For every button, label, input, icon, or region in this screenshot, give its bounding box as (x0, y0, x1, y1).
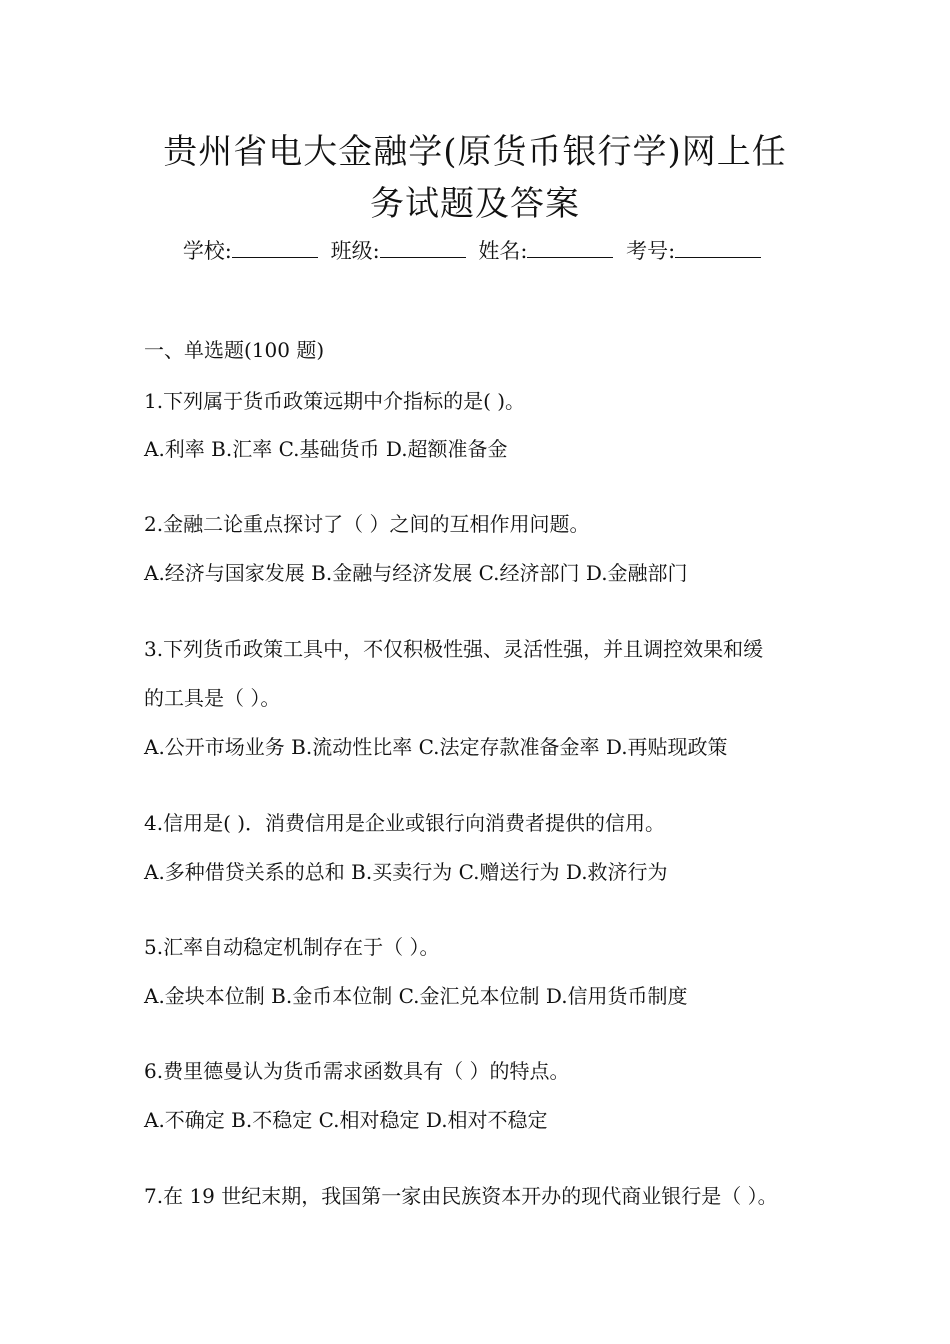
question-6-options: A.不确定 B.不稳定 C.相对稳定 D.相对不稳定 (144, 1108, 548, 1132)
question-2-options: A.经济与国家发展 B.金融与经济发展 C.经济部门 D.金融部门 (144, 561, 688, 585)
page-title-line-2: 务试题及答案 (370, 184, 580, 224)
question-5-options: A.金块本位制 B.金币本位制 C.金汇兑本位制 D.信用货币制度 (144, 984, 688, 1008)
class-label: 班级: (330, 239, 380, 263)
question-3: 3.下列货币政策工具中，不仅积极性强、灵活性强，并且调控效果和缓 (144, 637, 764, 661)
exam-no-label: 考号: (626, 239, 676, 263)
section-heading: 一、单选题(100 题) (144, 338, 325, 362)
question-3-options: A.公开市场业务 B.流动性比率 C.法定存款准备金率 D.再贴现政策 (144, 735, 728, 759)
question-1: 1.下列属于货币政策远期中介指标的是( )。 (144, 389, 526, 413)
question-4-options: A.多种借贷关系的总和 B.买卖行为 C.赠送行为 D.救济行为 (144, 860, 668, 884)
question-5: 5.汇率自动稳定机制存在于（ ）。 (144, 935, 440, 959)
name-blank (527, 237, 613, 258)
student-info-row (0, 236, 950, 266)
class-blank (380, 237, 466, 258)
question-4: 4.信用是( )．消费信用是企业或银行向消费者提供的信用。 (144, 811, 666, 835)
page-title-line-1: 贵州省电大金融学(原货币银行学)网上任 (163, 132, 787, 172)
school-blank (232, 237, 318, 258)
exam-no-blank (675, 237, 761, 258)
question-7: 7.在 19 世纪末期，我国第一家由民族资本开办的现代商业银行是（ ）。 (144, 1184, 778, 1208)
question-2: 2.金融二论重点探讨了（ ）之间的互相作用问题。 (144, 512, 590, 536)
question-1-options: A.利率 B.汇率 C.基础货币 D.超额准备金 (144, 437, 508, 461)
question-3-continued: 的工具是（ ）。 (144, 686, 281, 710)
question-6: 6.费里德曼认为货币需求函数具有（ ）的特点。 (144, 1059, 570, 1083)
school-label: 学校: (182, 239, 232, 263)
name-label: 姓名: (478, 239, 528, 263)
